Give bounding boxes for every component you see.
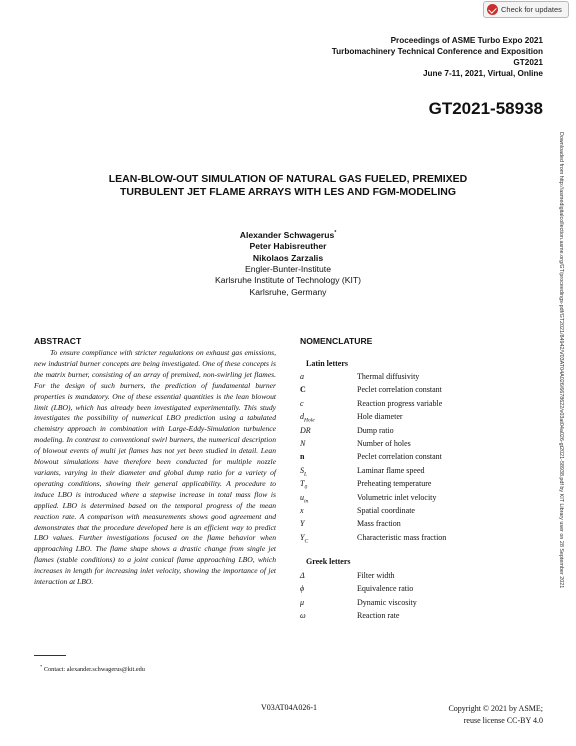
greek-letters-heading: Greek letters: [306, 557, 351, 566]
nomenclature-symbol: $Y_C$: [300, 532, 309, 545]
download-side-note-text: Downloaded from http://asmedigitalcollection.asme.org/GT/proceedings-pdf/GT2021/84942/V03AT04A026/6678622/v03at04a026-gt2021-58938.pdf by KIT Library user on 28 September 2021: [558, 132, 564, 589]
nomenclature-definition: Peclet correlation constant: [357, 452, 442, 462]
nomenclature-definition: Filter width: [357, 571, 395, 580]
download-side-note: [556, 132, 566, 732]
author-1-footnote-mark: *: [334, 230, 337, 236]
nomenclature-symbol: n: [300, 452, 305, 462]
nomenclature-symbol: μ: [300, 597, 305, 607]
nomenclature-row: [300, 533, 530, 546]
footnote-divider: [34, 655, 66, 656]
nomenclature-definition: Laminar flame speed: [357, 465, 425, 475]
nomenclature-symbol: $d_{Hole}$: [300, 412, 315, 424]
page-code: V03AT04A026-1: [261, 703, 317, 712]
proceedings-line: GT2021: [513, 58, 543, 67]
nomenclature-symbol: Δ: [300, 571, 305, 580]
latin-letters-heading: Latin letters: [306, 359, 348, 368]
nomenclature-row: [300, 412, 530, 425]
nomenclature-definition: Number of holes: [357, 439, 411, 448]
nomenclature-symbol: x: [300, 506, 304, 515]
nomenclature-definition: Dynamic viscosity: [357, 597, 417, 607]
nomenclature-definition: Spatial coordinate: [357, 506, 415, 515]
nomenclature-row: [300, 372, 530, 385]
nomenclature-row: [300, 571, 530, 584]
nomenclature-symbol: a: [300, 372, 304, 381]
nomenclature-symbol: $u_{in}$: [300, 492, 309, 505]
author-block: [150, 228, 426, 298]
author-2: Peter Habisreuther: [249, 241, 327, 252]
check-for-updates-button[interactable]: [483, 1, 569, 18]
nomenclature-definition: Dump ratio: [357, 425, 394, 435]
nomenclature-symbol-subscript: L: [304, 471, 308, 478]
copyright-line: Copyright © 2021 by ASME;: [448, 704, 543, 713]
affiliation-city: Karlsruhe, Germany: [249, 286, 327, 297]
nomenclature-row: [300, 519, 530, 532]
nomenclature-symbol: c: [300, 398, 304, 408]
nomenclature-symbol: ϕ: [300, 584, 305, 594]
check-updates-label: Check for updates: [501, 5, 562, 14]
nomenclature-symbol-subscript: Hole: [304, 417, 315, 424]
nomenclature-row: [300, 584, 530, 597]
nomenclature-symbol-subscript: C: [304, 538, 309, 545]
nomenclature-row: [300, 426, 530, 439]
nomenclature-symbol-subscript: 0: [304, 484, 308, 491]
nomenclature-row: [300, 385, 530, 398]
nomenclature-symbol-subscript: in: [304, 498, 309, 505]
title-line-1: LEAN-BLOW-OUT SIMULATION OF NATURAL GAS FUELED, PREMIXED: [108, 173, 468, 185]
nomenclature-row: [300, 439, 530, 452]
footnote: [40, 664, 145, 673]
nomenclature-definition: Hole diameter: [357, 412, 403, 422]
nomenclature-row: [300, 466, 530, 479]
author-name: [150, 228, 426, 241]
nomenclature-heading: NOMENCLATURE: [300, 336, 373, 346]
abstract-body: To ensure compliance with stricter regulations on exhaust gas emissions, new industrial burner concepts are being investigated. One of these concepts is the matrix burner, consisting of an array of premixed, non-swirling jet flames. For the design of such burners, the prediction of fundamental burner properties is mandatory. One of these essential quantities is the lean blowout limit (LBO), which has already been investigated experimentally. This study investigates the possibility of numerical LBO prediction using a tabulated chemistry approach in combination with Large-Eddy-Simulation turbulence modeling. In contrast to conventional swirl burners, the numerical description of blowout events of multi jet flames has not yet been studied in detail. Lean blowout simulations have therefore been conducted for multiple nozzle variants, varying in their diameter and global dump ratio for a variety of operating conditions, showing their general applicability. A procedure to induce LBO is introduced where a stepwise increase in total mass flow is applied. LBO is determined based on the temporal progress of the mean reaction rate. A comparison with measurements shows good agreement and demonstrates that the procedure developed here is an efficient way to predict LBO values. Further investigations focused on the flame behavior when approaching LBO. The flame shape shows a drastic change from single jet flames (stable conditions) to a joint conical flame approaching LBO, which increases in length for increasing inlet velocity, showing the importance of jet interaction at LBO.: [34, 348, 276, 587]
nomenclature-definition: Volumetric inlet velocity: [357, 492, 437, 502]
paper-title: [60, 173, 516, 199]
author-1: Alexander Schwagerus: [239, 229, 335, 240]
nomenclature-row: [300, 598, 530, 611]
abstract-heading: ABSTRACT: [34, 336, 82, 346]
nomenclature-symbol: $T_0$: [300, 479, 308, 491]
nomenclature-definition: Reaction progress variable: [357, 398, 443, 408]
copyright-notice: [448, 703, 543, 726]
nomenclature-symbol: ω: [300, 611, 306, 621]
nomenclature-definition: Reaction rate: [357, 611, 400, 621]
nomenclature-row: [300, 479, 530, 492]
license-line: reuse license CC-BY 4.0: [463, 715, 543, 725]
nomenclature-definition: Preheating temperature: [357, 479, 432, 489]
nomenclature-symbol: N: [300, 439, 306, 448]
footnote-contact: Contact: alexander.schwagerus@kit.edu: [43, 666, 145, 674]
nomenclature-row: [300, 399, 530, 412]
nomenclature-symbol: DR: [300, 425, 311, 435]
paper-id: GT2021-58938: [428, 99, 543, 118]
nomenclature-definition: Equivalence ratio: [357, 584, 414, 594]
proceedings-line: Proceedings of ASME Turbo Expo 2021: [390, 36, 543, 45]
check-updates-icon: [487, 4, 498, 15]
affiliation-university: Karlsruhe Institute of Technology (KIT): [214, 275, 361, 286]
nomenclature-definition: Characteristic mass fraction: [357, 532, 447, 542]
proceedings-line: Turbomachinery Technical Conference and Exposition: [331, 47, 543, 56]
nomenclature-symbol: C: [300, 385, 306, 395]
nomenclature-row: [300, 611, 530, 624]
nomenclature-symbol: $S_L$: [300, 465, 308, 478]
title-line-2: TURBULENT JET FLAME ARRAYS WITH LES AND FGM-MODELING: [120, 186, 456, 198]
nomenclature-symbol: Y: [300, 519, 305, 529]
footnote-mark: *: [40, 664, 43, 669]
nomenclature-row: [300, 452, 530, 465]
nomenclature-row: [300, 493, 530, 506]
proceedings-header: [243, 35, 543, 79]
nomenclature-definition: Peclet correlation constant: [357, 385, 442, 395]
nomenclature-definition: Thermal diffusivity: [357, 372, 420, 381]
affiliation-institute: Engler-Bunter-Institute: [245, 264, 331, 275]
nomenclature-row: [300, 506, 530, 519]
proceedings-line: June 7-11, 2021, Virtual, Online: [423, 69, 543, 78]
nomenclature-definition: Mass fraction: [357, 519, 401, 529]
author-3: Nikolaos Zarzalis: [252, 252, 324, 263]
